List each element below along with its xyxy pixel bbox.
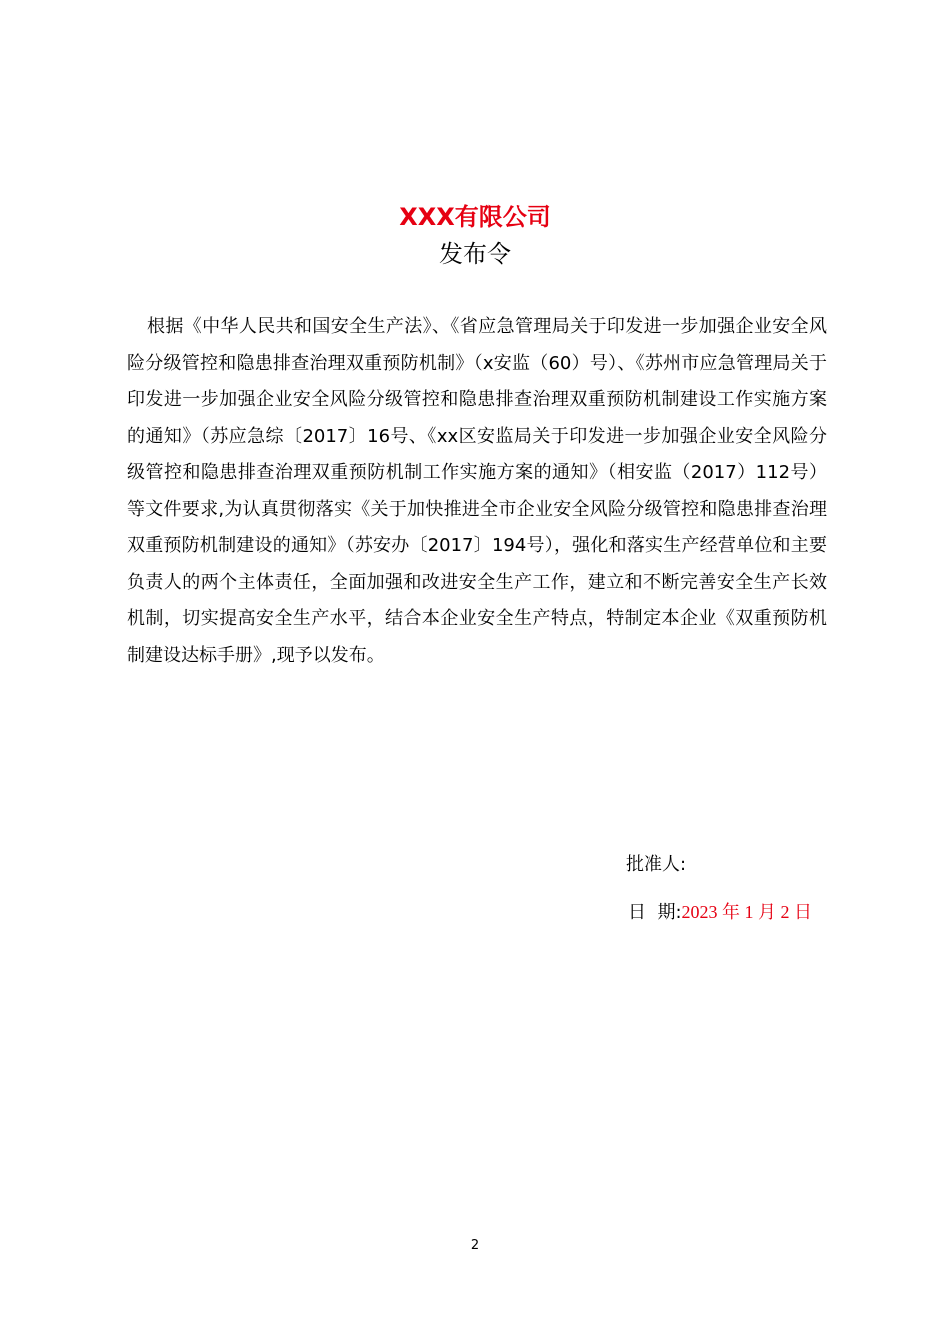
document-title: 发布令 — [439, 240, 511, 268]
body-paragraph: 根据《中华人民共和国安全生产法》、《省应急管理局关于印发进一步加强企业安全风险分级管控和隐患排查治理双重预防机制》（x安监（60）号）、《苏州市应急管理局关于印发进一步加强企业安全风险分级管控和隐患排查治理双重预防机制建设工作实施方案的通知》（苏应急综〔2017〕16号、《xx区安监局关于印发进一步加强企业安全风险分级管控和隐患排查治理双重预防机制工作实施方案的通知》（相安监（2017）112号）等文件要求,为认真贯彻落实《关于加快推进全市企业安全风险分级管控和隐患排查治理双重预防机制建设的通知》（苏安办〔2017〕194号），强化和落实生产经营单位和主要负责人的两个主体责任，全面加强和改进安全生产工作，建立和不断完善安全生产长效机制，切实提高安全生产水平，结合本企业安全生产特点，特制定本企业《双重预防机制建设达标手册》,现予以发布。 — [127, 316, 827, 666]
date-label: 日 期: — [628, 902, 682, 923]
approver-label: 批准人: — [626, 854, 687, 875]
date-line — [628, 897, 812, 928]
company-name: XXX有限公司 — [399, 203, 551, 231]
page-number: 2 — [470, 1238, 480, 1253]
date-value: 2023 年 1 月 2 日 — [681, 902, 813, 922]
